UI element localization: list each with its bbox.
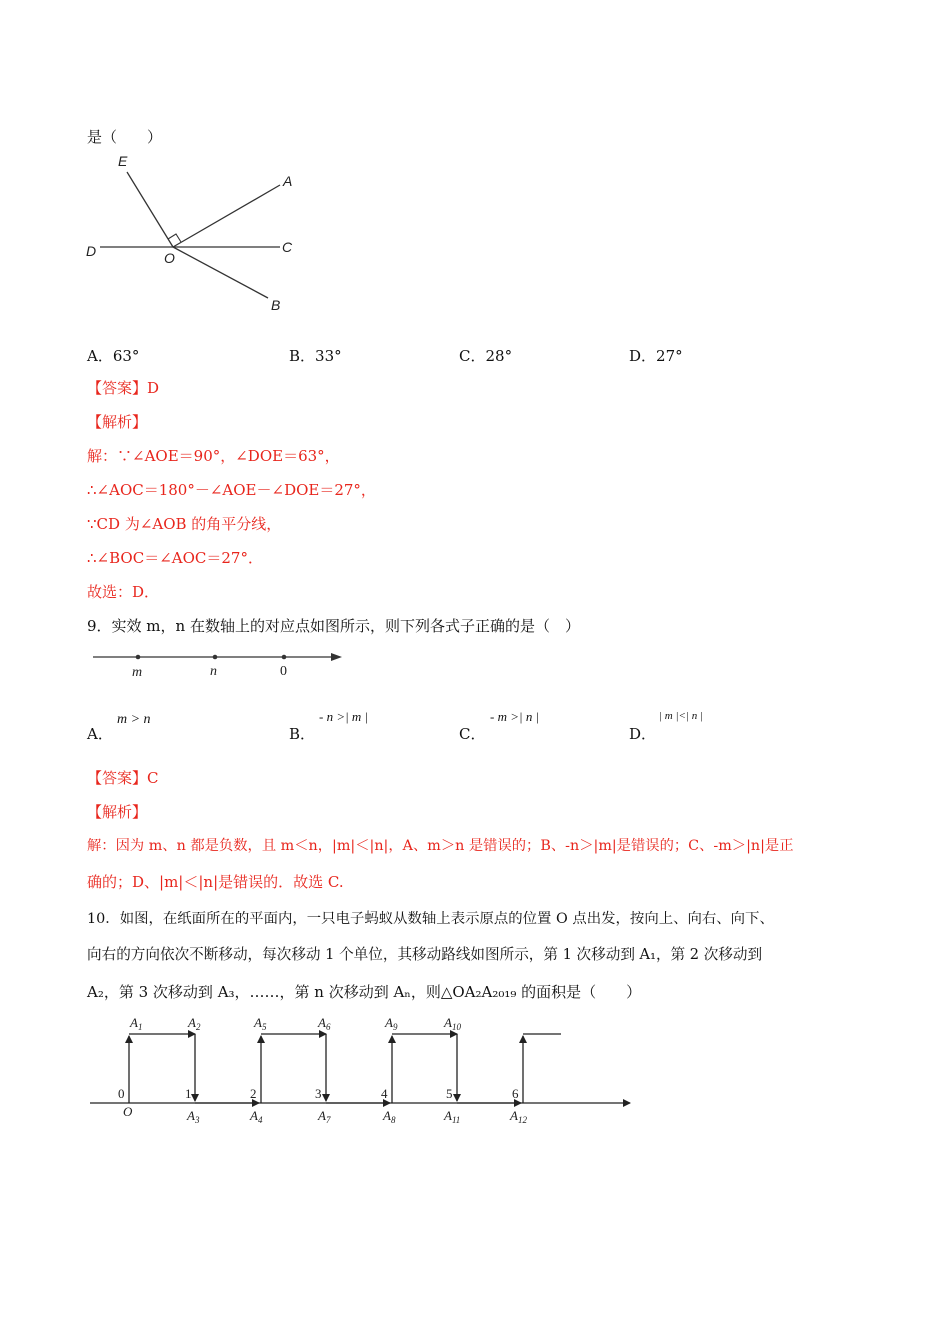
num-5: 5 <box>446 1086 453 1101</box>
num-2: 2 <box>250 1086 257 1101</box>
label-d: D <box>86 243 97 259</box>
q8-option-c: C．28° <box>459 347 513 365</box>
q10-stem-line-1: 10．如图，在纸面所在的平面内，一只电子蚂蚁从数轴上表示原点的位置 O 点出发，按向上、向右、向下、 <box>87 911 774 927</box>
num-3: 3 <box>315 1086 322 1101</box>
label-A7: $A_7$ <box>318 1108 331 1125</box>
q8-answer: 【答案】D <box>87 379 160 397</box>
label-O: O <box>123 1104 133 1119</box>
label-A9: $A_9$ <box>385 1015 398 1032</box>
q10-path-figure <box>85 1012 645 1130</box>
num-4: 4 <box>381 1086 388 1101</box>
label-A12: $A_{12}$ <box>510 1108 527 1125</box>
line-ob <box>173 247 268 298</box>
q8-option-b: B．33° <box>289 347 342 365</box>
q9-option-b-formula: - n >| m | <box>319 709 369 724</box>
label-A6: $A_6$ <box>318 1015 331 1032</box>
q9-answer: 【答案】C <box>87 769 159 787</box>
q8-angle-figure <box>80 150 310 320</box>
axis-label-m: m <box>132 665 143 680</box>
q10-stem-line-2: 向右的方向依次不断移动，每次移动 1 个单位，其移动路线如图所示，第 1 次移动到 A₁，第 2 次移动到 <box>87 946 763 963</box>
label-A4: $A_4$ <box>250 1108 263 1125</box>
label-A10: $A_{10}$ <box>444 1015 461 1032</box>
label-A8: $A_8$ <box>383 1108 396 1125</box>
point-m <box>136 655 141 660</box>
q8-option-d: D．27° <box>629 347 683 365</box>
q8-solution-line-4: ∴∠BOC＝∠AOC＝27°． <box>87 549 263 567</box>
axis-arrow <box>331 653 342 661</box>
label-b: B <box>271 297 281 313</box>
q8-solution-line-3: ∵CD 为∠AOB 的角平分线， <box>87 515 282 533</box>
label-e: E <box>118 153 128 169</box>
point-0 <box>282 655 287 660</box>
q9-option-a-formula: m > n <box>117 712 151 727</box>
q9-stem: 9．实效 m，n 在数轴上的对应点如图所示，则下列各式子正确的是（ ） <box>87 617 580 635</box>
q8-stem-tail: 是（ ） <box>87 128 163 146</box>
label-a: A <box>283 173 293 189</box>
q9-option-c-label: C． <box>459 725 486 743</box>
q9-option-b-label: B． <box>289 725 316 743</box>
num-0: 0 <box>118 1086 125 1101</box>
q9-analysis-tag: 【解析】 <box>87 803 148 821</box>
label-A5: $A_5$ <box>254 1015 267 1032</box>
num-1: 1 <box>185 1086 192 1101</box>
label-A1: $A_1$ <box>130 1015 143 1032</box>
label-A2: $A_2$ <box>188 1015 201 1032</box>
axis-label-0: 0 <box>280 664 287 679</box>
q9-option-d-formula: | m |<| n | <box>659 710 703 722</box>
label-A3: $A_3$ <box>187 1108 200 1125</box>
line-oa <box>173 185 280 247</box>
q9-option-d-label: D． <box>629 725 657 743</box>
label-c: C <box>282 239 293 255</box>
q8-solution-line-5: 故选：D． <box>87 583 160 601</box>
line-oe <box>127 172 173 247</box>
q9-option-a-label: A． <box>87 725 113 743</box>
q10-stem-line-3: A₂，第 3 次移动到 A₃，……，第 n 次移动到 Aₙ，则△OA₂A₂₀₁₉ 的面积是（ ） <box>87 983 642 1001</box>
q9-solution-line-2: 确的；D、|m|＜|n|是错误的．故选 C. <box>87 873 344 891</box>
label-A11: $A_{11}$ <box>444 1108 461 1125</box>
q8-analysis-tag: 【解析】 <box>87 413 148 431</box>
q9-solution-line-1: 解：因为 m、n 都是负数，且 m＜n，|m|＜|n|，A、m＞n 是错误的；B、-n＞|m|是错误的；C、-m＞|n|是正 <box>87 838 794 854</box>
q9-option-c-formula: - m >| n | <box>490 709 540 724</box>
point-n <box>213 655 218 660</box>
q8-solution-line-2: ∴∠AOC＝180°－∠AOE－∠DOE＝27°， <box>87 481 376 499</box>
q8-solution-line-1: 解：∵∠AOE＝90°，∠DOE＝63°， <box>87 447 340 465</box>
q9-number-line <box>85 645 355 685</box>
num-6: 6 <box>512 1086 519 1101</box>
q8-option-a: A．63° <box>87 347 140 365</box>
axis-label-n: n <box>210 664 217 679</box>
label-o: O <box>164 250 175 266</box>
